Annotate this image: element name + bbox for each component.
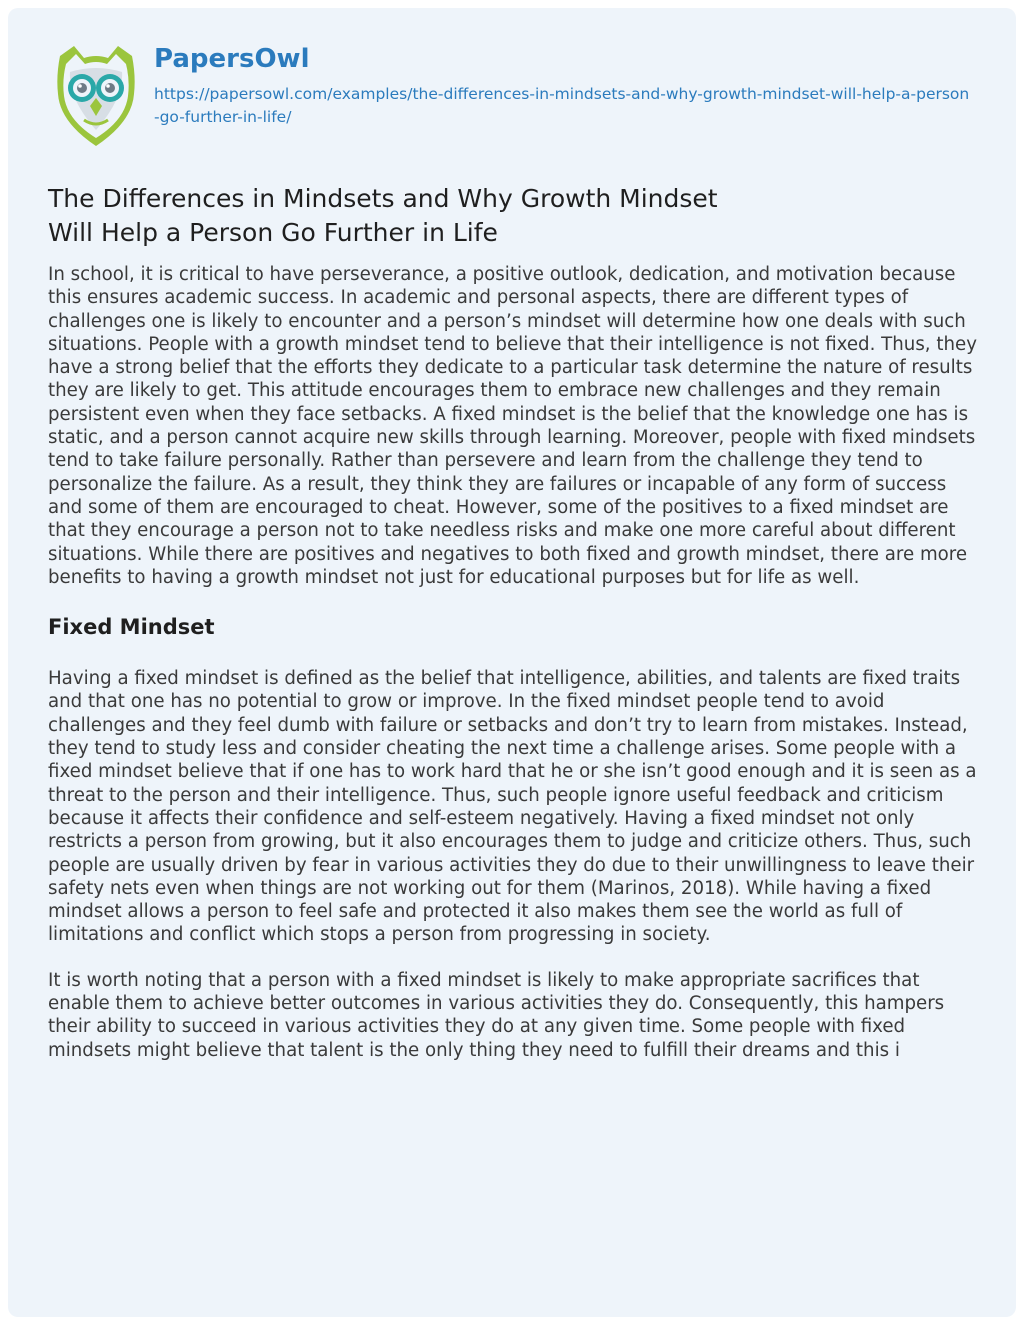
intro-paragraph: In school, it is critical to have perseverance, a positive outlook, dedication, and motivation because this ensures academic success. In academic and personal aspects, there are different types of challenges one is likely to encounter and a person’s mindset will determine how one deals with such situations. People with a growth mindset tend to believe that their intelligence is not fixed. Thus, they have a strong belief that the efforts they dedicate to a particular task determine the nature of results they are likely to get. This attitude encourages them to embrace new challenges and they remain persistent even when they face setbacks. A fixed mindset is the belief that the knowledge one has is static, and a person cannot acquire new skills through learning. Moreover, people with fixed mindsets tend to take failure personally. Rather than persevere and learn from the challenge they tend to personalize the failure. As a result, they think they are failures or incapable of any form of success and some of them are encouraged to cheat. However, some of the positives to a fixed mindset are that they encourage a person not to take needless risks and make one more careful about different situations. While there are positives and negatives to both fixed and growth mindset, there are more benefits to having a growth mindset not just for educational purposes but for life as well. (48, 264, 977, 588)
brand-name: PapersOwl (154, 44, 310, 74)
owl-icon (52, 42, 140, 152)
header (52, 42, 992, 162)
article-title: The Differences in Mindsets and Why Growth Mindset Will Help a Person Go Further in Life (48, 184, 718, 247)
article (48, 182, 983, 1062)
source-url-link[interactable]: https://papersowl.com/examples/the-differences-in-mindsets-and-why-growth-mindset-will-help-a-person-go-further-in-life/ (154, 85, 970, 126)
body-paragraph: It is worth noting that a person with a fixed mindset is likely to make appropriate sacrifices that enable them to achieve better outcomes in various activities they do. Consequently, this hampers their ability to succeed in various activities they do at any given time. Some people with fixed mindsets might believe that talent is the only thing they need to fulfill their dreams and this i (48, 969, 945, 1061)
body-paragraph: Having a fixed mindset is defined as the belief that intelligence, abilities, and talents are fixed traits and that one has no potential to grow or improve. In the fixed mindset people tend to avoid challenges and they feel dumb with failure or setbacks and don’t try to learn from mistakes. Instead, they tend to study less and consider cheating the next time a challenge arises. Some people with a fixed mindset believe that if one has to work hard that he or she isn’t good enough and it is seen as a threat to the person and their intelligence. Thus, such people ignore useful feedback and criticism because it affects their confidence and self-esteem negatively. Having a fixed mindset not only restricts a person from growing, but it also encourages them to judge and criticize others. Thus, such people are usually driven by fear in various activities they do due to their unwillingness to leave their safety nets even when things are not working out for them (Marinos, 2018). While having a fixed mindset allows a person to feel safe and protected it also makes them see the world as full of limitations and conflict which stops a person from progressing in society. (48, 668, 977, 946)
section-heading: Fixed Mindset (48, 615, 215, 640)
document-page (8, 8, 1016, 1317)
